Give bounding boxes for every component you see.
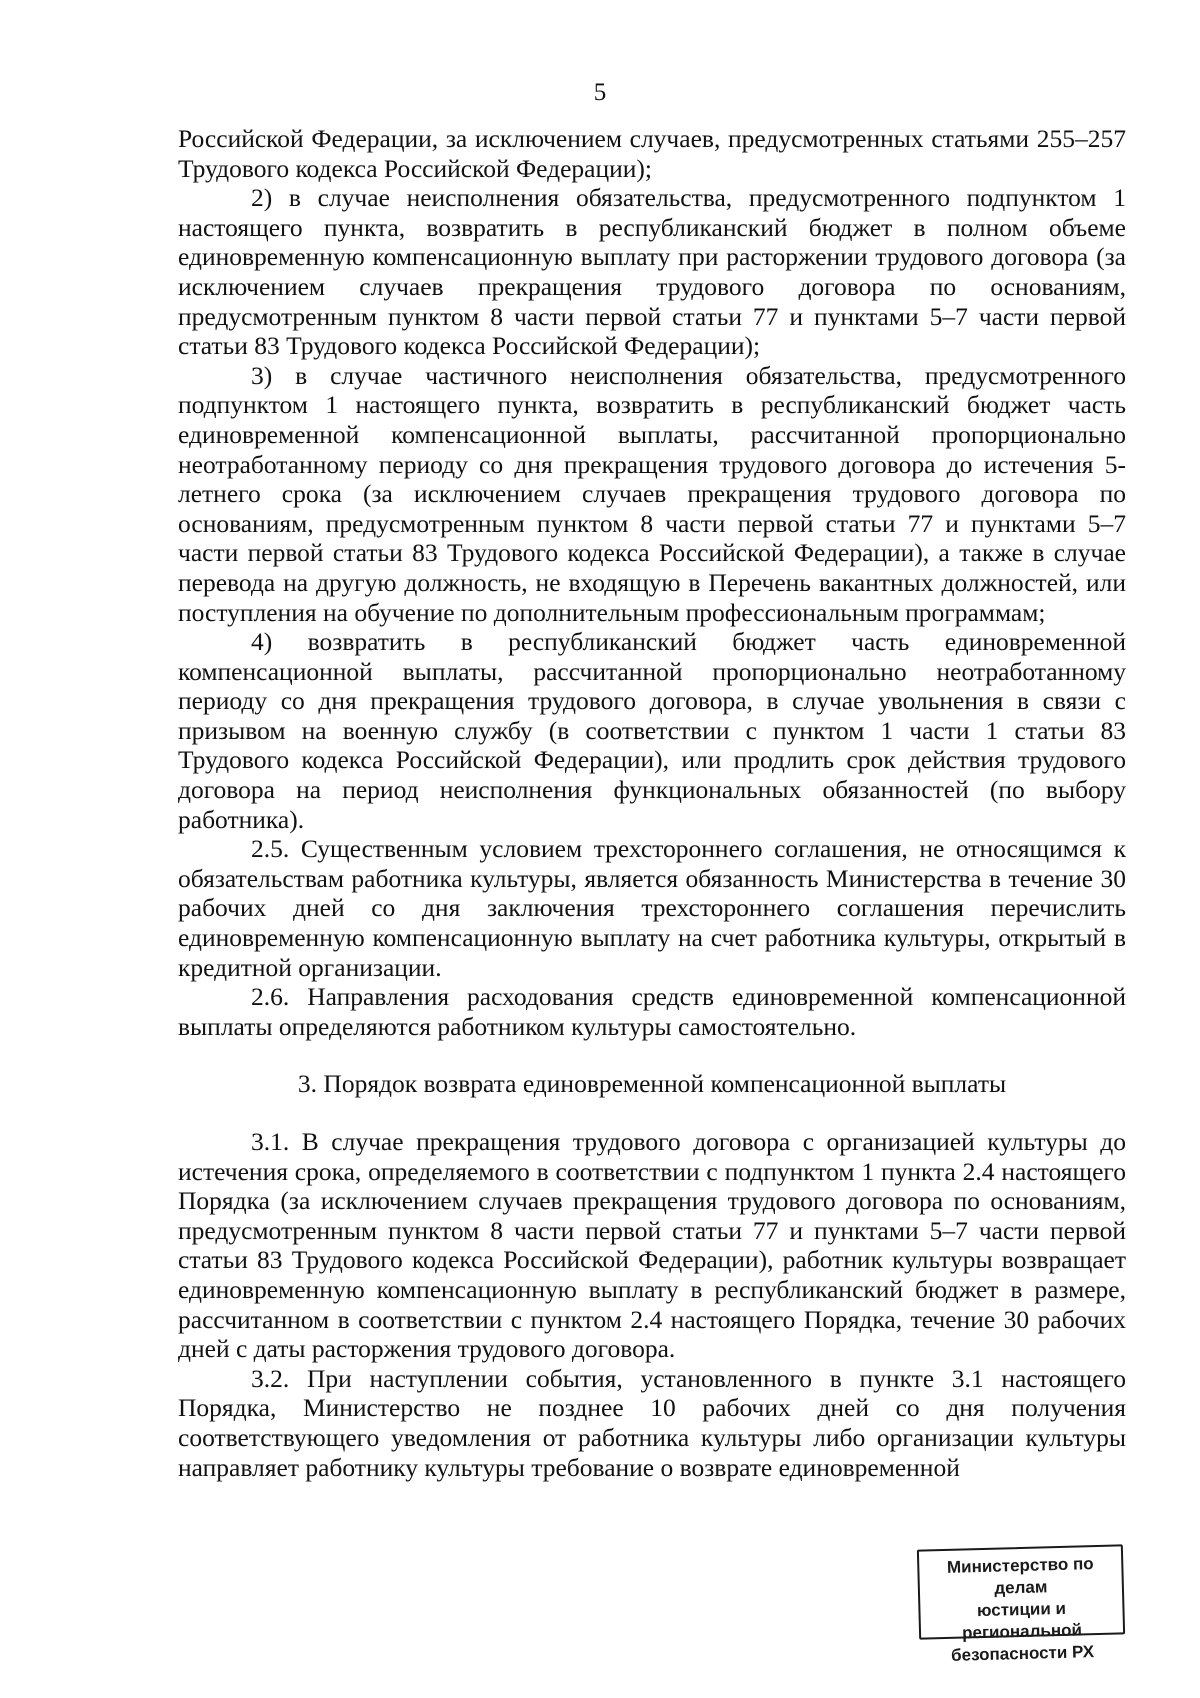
document-body: [178, 124, 1126, 1482]
ministry-stamp: [917, 1544, 1125, 1665]
paragraph-item-4: 4) возвратить в республиканский бюджет часть единовременной компенсационной выплаты, рассчитанной пропорционально неотработанному периоду со дня прекращения трудового договора, в случае увольнения в связи с призывом на военную службу (в соответствии с пунктом 1 части 1 статьи 83 Трудового кодекса Российской Федерации), или продлить срок действия трудового договора на период неисполнения функциональных обязанностей (по выбору работника).: [178, 627, 1126, 834]
paragraph-item-3: 3) в случае частичного неисполнения обязательства, предусмотренного подпунктом 1 настоящего пункта, возвратить в республиканский бюджет часть единовременной компенсационной выплаты, рассчитанной пропорционально неотработанному периоду со дня прекращения трудового договора до истечения 5-летнего срока (за исключением случаев прекращения трудового договора по основаниям, предусмотренным пунктом 8 части первой статьи 77 и пунктами 5–7 части первой статьи 83 Трудового кодекса Российской Федерации), а также в случае перевода на другую должность, не входящую в Перечень вакантных должностей, или поступления на обучение по дополнительным профессиональным программам;: [178, 360, 1126, 627]
section-heading: 3. Порядок возврата единовременной компенсационной выплаты: [297, 1069, 1007, 1099]
paragraph-3-2: 3.2. При наступлении события, установленного в пункте 3.1 настоящего Порядка, Министерство не позднее 10 рабочих дней со дня получения соответствующего уведомления от работника культуры либо организации культуры направляет работнику культуры требование о возврате единовременной: [178, 1363, 1126, 1482]
stamp-line: безопасности РХ: [950, 1642, 1095, 1665]
stamp-line: Министерство по делам: [946, 1554, 1094, 1598]
paragraph-2-6: 2.6. Направления расходования средств единовременной компенсационной выплаты определяются работником культуры самостоятельно.: [178, 982, 1126, 1041]
paragraph-continuation: Российской Федерации, за исключением случаев, предусмотренных статьями 255–257 Трудового кодекса Российской Федерации);: [178, 124, 1126, 183]
page-number: 5: [593, 79, 607, 106]
paragraph-item-2: 2) в случае неисполнения обязательства, предусмотренного подпунктом 1 настоящего пункта, возвратить в республиканский бюджет в полном объеме единовременную компенсационную выплату при расторжении трудового договора (за исключением случаев прекращения трудового договора по основаниям, предусмотренным пунктом 8 части первой статьи 77 и пунктами 5–7 части первой статьи 83 Трудового кодекса Российской Федерации);: [178, 183, 1126, 361]
stamp-line: юстиции и региональной: [961, 1598, 1083, 1643]
paragraph-2-5: 2.5. Существенным условием трехстороннего соглашения, не относящимся к обязательствам работника культуры, является обязанность Министерства в течение 30 рабочих дней со дня заключения трехстороннего соглашения перечислить единовременную компенсационную выплату на счет работника культуры, открытый в кредитной организации.: [178, 834, 1126, 982]
paragraph-3-1: 3.1. В случае прекращения трудового договора с организацией культуры до истечения срока, определяемого в соответствии с подпунктом 1 пункта 2.4 настоящего Порядка (за исключением случаев прекращения трудового договора по основаниям, предусмотренным пунктом 8 части первой статьи 77 и пунктами 5–7 части первой статьи 83 Трудового кодекса Российской Федерации), работник культуры возвращает единовременную компенсационную выплату в республиканский бюджет в размере, рассчитанном в соответствии с пунктом 2.4 настоящего Порядка, течение 30 рабочих дней с даты расторжения трудового договора.: [178, 1127, 1126, 1364]
